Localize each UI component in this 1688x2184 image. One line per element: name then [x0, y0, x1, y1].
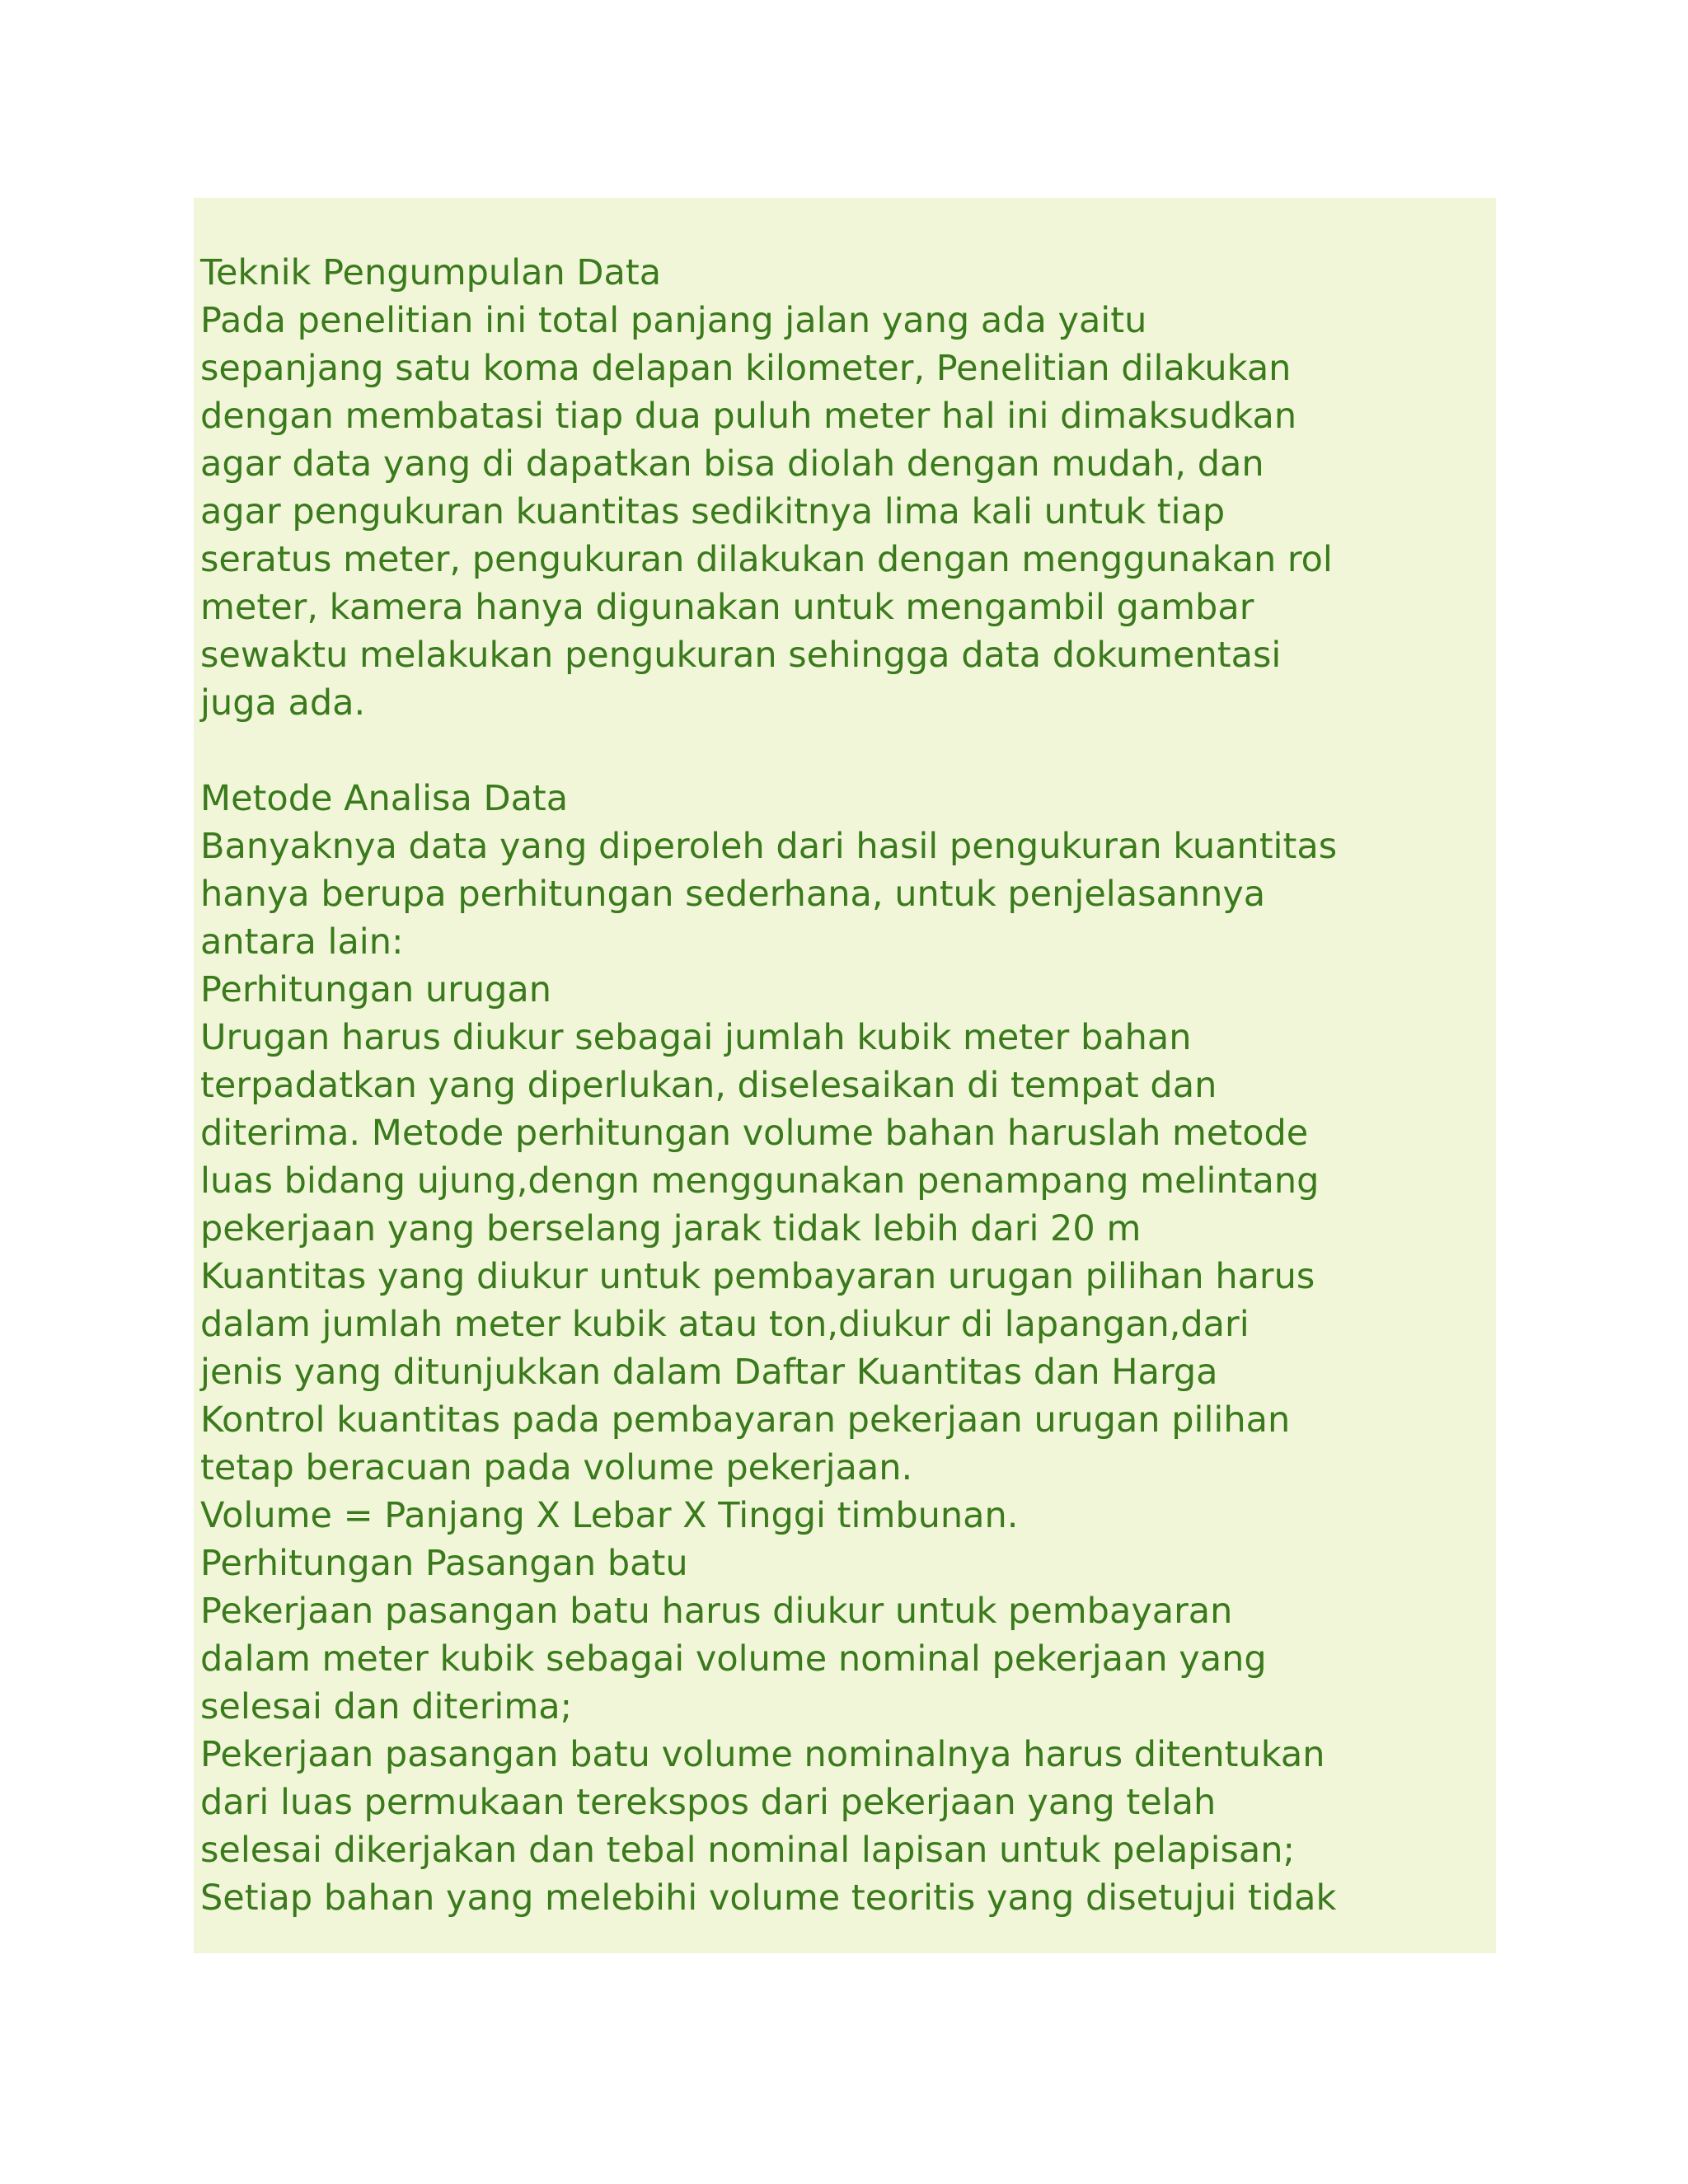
paragraph-line: Pekerjaan pasangan batu volume nominalnya harus ditentukan [200, 1734, 1325, 1775]
blank-line [200, 727, 1496, 775]
paragraph-line: dalam jumlah meter kubik atau ton,diukur di lapangan,dari [200, 1304, 1250, 1345]
paragraph-line: Urugan harus diukur sebagai jumlah kubik meter bahan [200, 1017, 1192, 1058]
paragraph-line: Banyaknya data yang diperoleh dari hasil pengukuran kuantitas [200, 826, 1338, 867]
formula-line: Volume = Panjang X Lebar X Tinggi timbunan. [200, 1495, 1019, 1536]
paragraph-line: meter, kamera hanya digunakan untuk mengambil gambar [200, 587, 1254, 628]
paragraph-line: luas bidang ujung,dengn menggunakan penampang melintang [200, 1160, 1320, 1202]
paragraph-line: tetap beracuan pada volume pekerjaan. [200, 1447, 913, 1488]
paragraph-line: Pekerjaan pasangan batu harus diukur untuk pembayaran [200, 1591, 1233, 1632]
paragraph-line: agar data yang di dapatkan bisa diolah dengan mudah, dan [200, 443, 1264, 485]
paragraph-line: Kontrol kuantitas pada pembayaran pekerjaan urugan pilihan [200, 1399, 1291, 1441]
section-heading-perhitungan-urugan: Perhitungan urugan [200, 969, 551, 1010]
paragraph-line: dari luas permukaan terekspos dari pekerjaan yang telah [200, 1782, 1217, 1823]
document-content [194, 198, 1496, 1953]
paragraph-line: diterima. Metode perhitungan volume bahan haruslah metode [200, 1113, 1309, 1154]
paragraph-line: dengan membatasi tiap dua puluh meter hal ini dimaksudkan [200, 396, 1297, 437]
section-heading-perhitungan-pasangan-batu: Perhitungan Pasangan batu [200, 1543, 688, 1584]
paragraph-line: antara lain: [200, 921, 404, 963]
paragraph-line: seratus meter, pengukuran dilakukan dengan menggunakan rol [200, 539, 1333, 580]
paragraph-line: agar pengukuran kuantitas sedikitnya lima kali untuk tiap [200, 491, 1226, 532]
paragraph-line: Pada penelitian ini total panjang jalan yang ada yaitu [200, 300, 1147, 341]
paragraph-line: selesai dan diterima; [200, 1686, 573, 1727]
paragraph-line: selesai dikerjakan dan tebal nominal lapisan untuk pelapisan; [200, 1830, 1296, 1871]
paragraph-line: terpadatkan yang diperlukan, diselesaikan di tempat dan [200, 1065, 1217, 1106]
section-heading-metode-analisa-data: Metode Analisa Data [200, 778, 569, 819]
paragraph-line: Kuantitas yang diukur untuk pembayaran urugan pilihan harus [200, 1256, 1315, 1297]
paragraph-line: sepanjang satu koma delapan kilometer, Penelitian dilakukan [200, 348, 1292, 389]
paragraph-line: pekerjaan yang berselang jarak tidak lebih dari 20 m [200, 1208, 1142, 1249]
paragraph-line: jenis yang ditunjukkan dalam Daftar Kuantitas dan Harga [200, 1352, 1218, 1393]
paragraph-line: hanya berupa perhitungan sederhana, untuk penjelasannya [200, 874, 1266, 915]
paragraph-line: Setiap bahan yang melebihi volume teoritis yang disetujui tidak [200, 1877, 1337, 1919]
paragraph-line: sewaktu melakukan pengukuran sehingga data dokumentasi [200, 635, 1282, 676]
section-heading-teknik-pengumpulan-data: Teknik Pengumpulan Data [200, 252, 662, 293]
paragraph-line: juga ada. [200, 682, 366, 724]
paragraph-line: dalam meter kubik sebagai volume nominal pekerjaan yang [200, 1638, 1267, 1680]
